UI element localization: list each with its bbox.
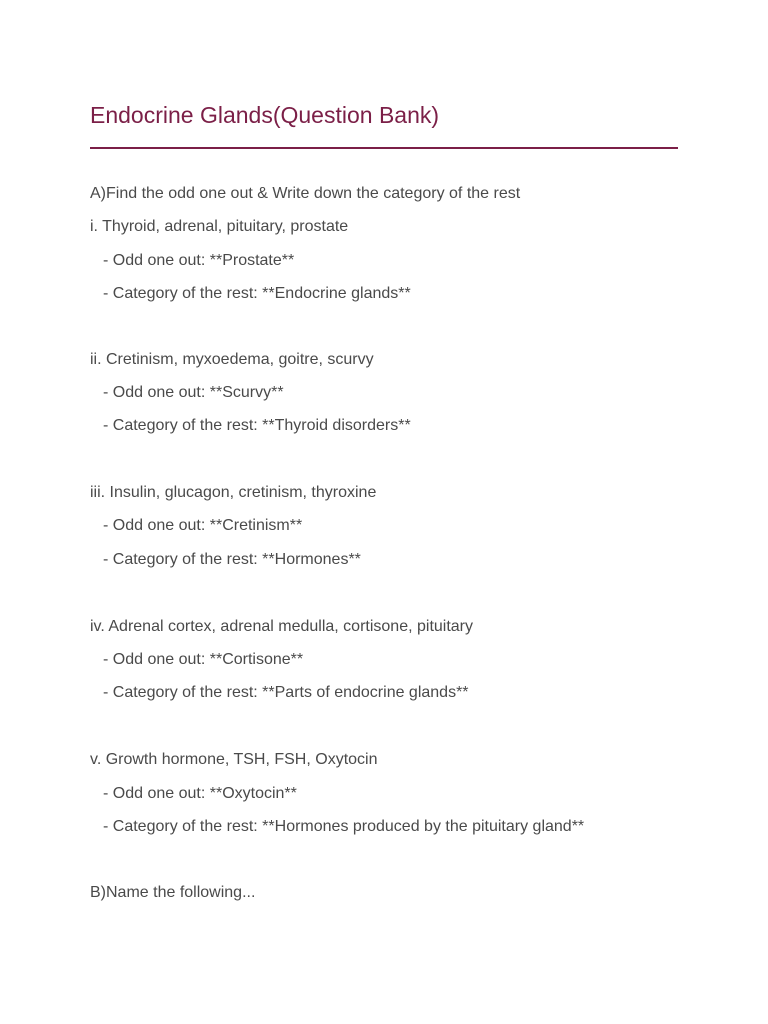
question-3: iii. Insulin, glucagon, cretinism, thyroxine (90, 484, 377, 501)
question-2-category: - Category of the rest: **Thyroid disorders** (103, 417, 411, 434)
question-4: iv. Adrenal cortex, adrenal medulla, cortisone, pituitary (90, 618, 474, 635)
document-title: Endocrine Glands(Question Bank) (90, 102, 440, 128)
question-3-category: - Category of the rest: **Hormones** (103, 551, 361, 568)
question-1-category: - Category of the rest: **Endocrine glands** (103, 285, 411, 302)
question-4-odd-one-out: - Odd one out: **Cortisone** (103, 651, 304, 668)
question-3-odd-one-out: - Odd one out: **Cretinism** (103, 517, 303, 534)
question-2-odd-one-out: - Odd one out: **Scurvy** (103, 384, 284, 401)
question-5-category: - Category of the rest: **Hormones produced by the pituitary gland** (103, 818, 585, 835)
section-b-heading: B)Name the following... (90, 884, 256, 901)
question-4-category: - Category of the rest: **Parts of endocrine glands** (103, 684, 469, 701)
question-1-odd-one-out: - Odd one out: **Prostate** (103, 252, 295, 269)
question-5-odd-one-out: - Odd one out: **Oxytocin** (103, 785, 297, 802)
question-1: i. Thyroid, adrenal, pituitary, prostate (90, 218, 349, 235)
question-2: ii. Cretinism, myxoedema, goitre, scurvy (90, 351, 374, 368)
section-a-heading: A)Find the odd one out & Write down the category of the rest (90, 185, 521, 202)
question-5: v. Growth hormone, TSH, FSH, Oxytocin (90, 751, 378, 768)
title-divider (90, 147, 678, 149)
